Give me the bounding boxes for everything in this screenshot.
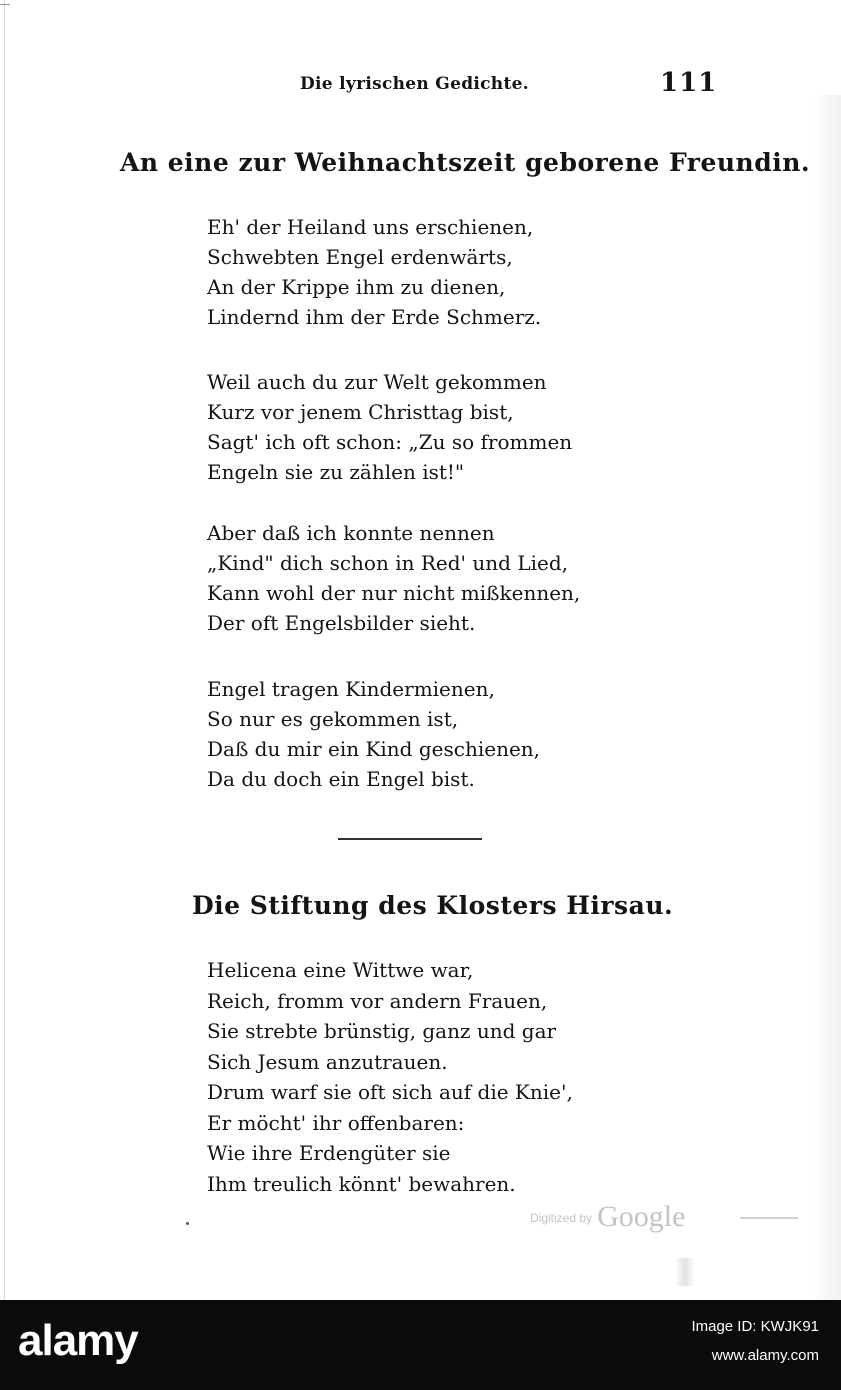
scan-corner-mark [0,4,10,5]
alamy-url: www.alamy.com [711,1347,819,1364]
verse-line: Eh' der Heiland uns erschienen, [207,215,534,239]
verse-line: Drum warf sie oft sich auf die Knie', [207,1080,573,1104]
stanza-2 [207,367,572,487]
verse-line: Er möcht' ihr offenbaren: [207,1110,465,1135]
verse-line: Kurz vor jenem Christtag bist, [207,400,514,424]
watermark-prefix: Digitized by [530,1211,593,1225]
verse-line: Reich, fromm vor andern Frauen, [207,988,548,1013]
digitized-by-google-watermark [530,1200,685,1234]
verse-line: Ihm treulich könnt' bewahren. [207,1171,516,1196]
image-id-label: Image ID: KWJK91 [691,1318,819,1335]
stanza-3 [207,518,580,638]
verse-line: Wie ihre Erdengüter sie [207,1141,451,1165]
scan-artifact [675,1258,695,1286]
verse-line: Da du doch ein Engel bist. [207,767,475,791]
verse-line: Engeln sie zu zählen ist!" [207,460,465,484]
verse-line: Der oft Engelsbilder sieht. [207,611,476,635]
verse-line: Sagt' ich oft schon: „Zu so frommen [207,430,573,454]
verse-line: Lindernd ihm der Erde Schmerz. [207,305,542,329]
verse-line: Kann wohl der nur nicht mißkennen, [207,581,581,605]
google-logo: Google [597,1200,686,1233]
ink-dot [186,1222,189,1225]
alamy-logo: alamy [18,1316,138,1365]
poem-title-freundin: An eine zur Weihnachtszeit geborene Freundin. [120,148,811,177]
scan-edge-line [4,0,5,1300]
stanza-hirsau-1 [207,955,573,1199]
verse-line: „Kind" dich schon in Red' und Lied, [207,551,568,575]
watermark-line [740,1217,798,1219]
page-number: 111 [660,68,718,98]
verse-line: Weil auch du zur Welt gekommen [207,370,547,394]
verse-line: Aber daß ich konnte nennen [207,521,495,545]
running-head: Die lyrischen Gedichte. [300,74,529,94]
page-edge-shadow [811,95,841,1300]
verse-line: Helicena eine Wittwe war, [207,958,474,982]
verse-line: Sich Jesum anzutrauen. [207,1049,448,1074]
poem-title-hirsau: Die Stiftung des Klosters Hirsau. [192,891,674,920]
verse-line: Sie strebte brünstig, ganz und gar [207,1019,557,1043]
section-separator [338,838,482,840]
verse-line: Daß du mir ein Kind geschienen, [207,737,541,761]
stanza-4 [207,674,540,794]
verse-line: An der Krippe ihm zu dienen, [207,275,506,299]
verse-line: Schwebten Engel erdenwärts, [207,245,513,269]
stanza-1 [207,212,541,332]
verse-line: Engel tragen Kindermienen, [207,677,495,701]
verse-line: So nur es gekommen ist, [207,707,459,731]
